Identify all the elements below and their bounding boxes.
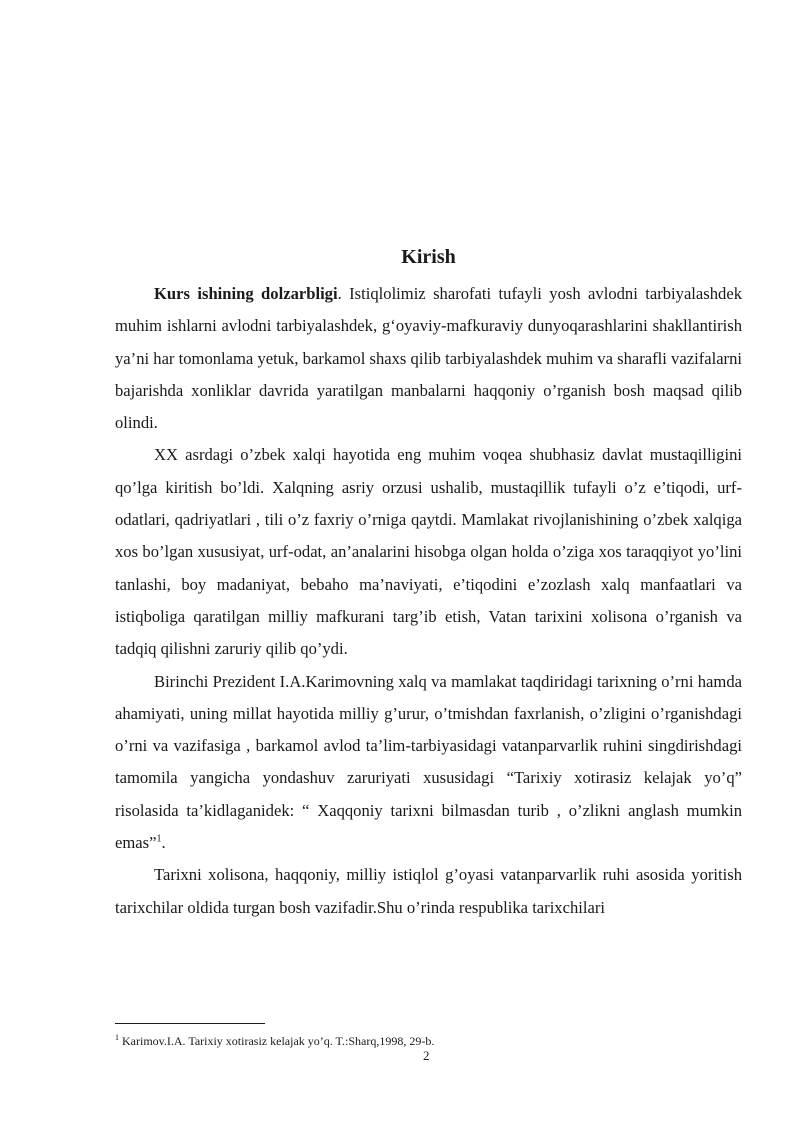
paragraph-president-quote — [115, 666, 742, 860]
footnote — [115, 1030, 434, 1049]
paragraph-text: Tarixni xolisona, haqqoniy, milliy istiqlol g’oyasi vatanparvarlik ruhi asosida yoritish tarixchilar oldida turgan bosh vazifadir.Shu o’rinda respublika tarixchilari — [115, 865, 742, 917]
paragraph-text: Birinchi Prezident I.A.Karimovning xalq va mamlakat taqdiridagi tarixning o’rni hamda ahamiyati, uning millat hayotida milliy g’urur, o’tmishdan faxrlanish, o’zligini o’rganishdagi o’rni va vazifasiga , barkamol avlod ta’lim-tarbiyasidagi vatanparvarlik ruhini singdirishdagi tamomila yangicha yondashuv zaruriyati xususidagi “Tarixiy xotirasiz kelajak yo’q” risolasida ta’kidlaganidek: “ Xaqqoniy tarixni bilmasdan turib , o’zlikni anglash mumkin emas” — [115, 671, 742, 853]
body-text — [115, 278, 742, 924]
paragraph-lead: Kurs ishining dolzarbligi — [154, 284, 338, 303]
paragraph-history-task — [115, 859, 742, 924]
section-heading: Kirish — [401, 246, 456, 268]
paragraph-text: . Istiqlolimiz sharofati tufayli yosh avlodni tarbiyalashdek muhim ishlarni avlodni tarbiyalashdek, g‘oyaviy-mafkuraviy dunyoqarashlarini shakllantirish ya’ni har tomonlama yetuk, barkamol shaxs qilib tarbiyalashdek muhim va sharafli vazifalarni bajarishda xonliklar davrida yaratilgan manbalarni haqqoniy o’rganish bosh maqsad qilib olindi. — [115, 284, 742, 433]
paragraph-tail: . — [161, 833, 166, 853]
page-number: 2 — [423, 1048, 430, 1063]
paragraph-text: XX asrdagi o’zbek xalqi hayotida eng muhim voqea shubhasiz davlat mustaqilligini qo’lga kiritish bo’ldi. Xalqning asriy orzusi ushalib, mustaqillik tufayli o’z e’tiqodi, urf-odatlari, qadriyatlari , tili o’z faxriy o’rniga qaytdi. Mamlakat rivojlanishining o’zbek xalqiga xos bo’lgan xususiyat, urf-odat, an’analarini hisobga olgan holda o’ziga xos taraqqiyot yo’lini tanlashi, boy madaniyat, bebaho ma’naviyati, e’tiqodini e’zozlash xalq manfaatlari va istiqboliga qaratilgan milliy mafkurani targ’ib etish, Vatan tarixini xolisona o’rganish va tadqiq qilishni zaruriy qilib qo’ydi. — [115, 445, 742, 659]
footnote-text: Karimov.I.A. Tarixiy xotirasiz kelajak yo’q. T.:Sharq,1998, 29-b. — [119, 1034, 435, 1048]
footnote-separator — [115, 1023, 265, 1024]
footnote-marker: 1 — [115, 1033, 119, 1042]
paragraph-relevance — [115, 278, 742, 439]
paragraph-independence — [115, 439, 742, 665]
footnote-reference[interactable]: 1 — [156, 833, 162, 845]
